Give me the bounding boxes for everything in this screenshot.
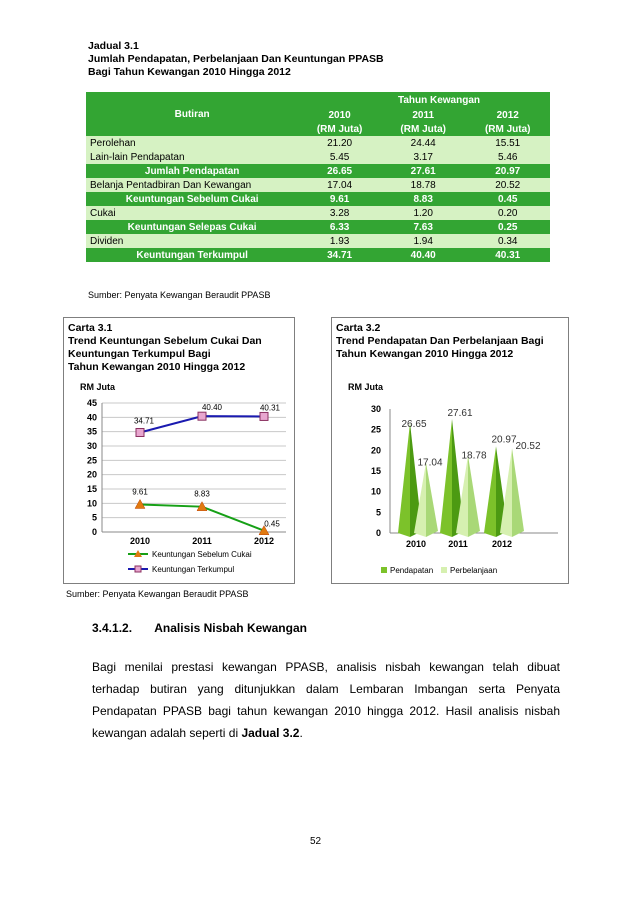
chart-title-line: Carta 3.2 bbox=[336, 322, 381, 334]
row-value: 21.20 bbox=[327, 137, 353, 149]
data-point bbox=[260, 412, 268, 420]
col-header-group: Tahun Kewangan bbox=[397, 94, 480, 106]
col-header-unit: (RM Juta) bbox=[316, 123, 363, 135]
legend-swatch bbox=[441, 567, 447, 573]
table-row bbox=[86, 136, 550, 150]
col-header-unit: (RM Juta) bbox=[484, 123, 531, 135]
y-tick-label: 20 bbox=[370, 445, 381, 456]
data-label: 40.31 bbox=[259, 403, 281, 413]
row-value: 24.44 bbox=[410, 137, 436, 149]
x-tick-label: 2010 bbox=[129, 536, 151, 546]
table-reference: Jadual 3.2 bbox=[241, 726, 300, 740]
bar-side bbox=[468, 455, 480, 537]
table-caption-line: Jumlah Pendapatan, Perbelanjaan Dan Keuntungan PPASB bbox=[88, 53, 384, 65]
legend-label: Keuntungan Terkumpul bbox=[152, 565, 235, 574]
chart-31-panel bbox=[63, 317, 295, 584]
row-value: 8.83 bbox=[413, 193, 433, 205]
chart-title-line: Keuntungan Terkumpul Bagi bbox=[68, 348, 211, 360]
data-point bbox=[136, 428, 144, 436]
y-tick-label: 20 bbox=[86, 469, 97, 480]
row-label: Lain-lain Pendapatan bbox=[90, 151, 185, 163]
col-header-unit: (RM Juta) bbox=[400, 123, 446, 135]
charts-source: Sumber: Penyata Kewangan Beraudit PPASB bbox=[66, 589, 249, 599]
row-value: 20.52 bbox=[495, 179, 521, 191]
y-tick-label: 5 bbox=[91, 512, 97, 523]
data-label: 0.45 bbox=[264, 519, 280, 529]
col-header-year: 2011 bbox=[412, 109, 435, 121]
row-value: 6.33 bbox=[329, 221, 350, 233]
row-value: 40.40 bbox=[410, 249, 436, 261]
section-heading bbox=[92, 621, 307, 635]
row-label: Keuntungan Terkumpul bbox=[136, 249, 248, 261]
row-value: 20.97 bbox=[495, 165, 521, 177]
section-number: 3.4.1.2. bbox=[92, 621, 133, 635]
data-point bbox=[198, 412, 206, 420]
y-axis-label: RM Juta bbox=[80, 382, 116, 392]
legend-label: Pendapatan bbox=[390, 566, 434, 575]
chart-title-line: Trend Keuntungan Sebelum Cukai Dan bbox=[68, 335, 262, 347]
table-row bbox=[86, 192, 550, 206]
chart-title-line: Carta 3.1 bbox=[68, 322, 113, 334]
data-label: 34.71 bbox=[133, 416, 155, 426]
x-tick-label: 2012 bbox=[253, 536, 275, 546]
y-tick-label: 0 bbox=[375, 528, 381, 538]
x-tick-label: 2011 bbox=[192, 536, 212, 546]
x-tick-label: 2010 bbox=[405, 539, 427, 549]
y-tick-label: 15 bbox=[370, 466, 381, 476]
table-caption-line: Jadual 3.1 bbox=[88, 40, 139, 52]
legend-swatch bbox=[381, 567, 387, 573]
y-tick-label: 10 bbox=[370, 486, 381, 497]
row-value: 0.45 bbox=[497, 193, 518, 205]
row-value: 17.04 bbox=[327, 179, 353, 191]
legend-label: Perbelanjaan bbox=[450, 566, 498, 575]
row-value: 5.45 bbox=[329, 151, 350, 163]
row-value: 18.78 bbox=[410, 179, 436, 191]
legend-marker bbox=[135, 566, 141, 572]
paragraph-end: . bbox=[299, 726, 303, 740]
row-value: 0.25 bbox=[497, 221, 518, 233]
row-value: 5.46 bbox=[497, 151, 518, 163]
y-tick-label: 30 bbox=[370, 404, 381, 414]
bar-side bbox=[512, 448, 524, 537]
data-label: 26.65 bbox=[401, 418, 427, 430]
y-tick-label: 10 bbox=[86, 498, 97, 509]
financial-table bbox=[86, 92, 550, 262]
x-tick-label: 2012 bbox=[491, 539, 513, 549]
table-caption-line: Bagi Tahun Kewangan 2010 Hingga 2012 bbox=[88, 66, 291, 78]
row-value: 3.17 bbox=[413, 151, 433, 163]
data-label: 20.97 bbox=[491, 434, 517, 446]
table-row bbox=[86, 220, 550, 234]
row-value: 1.93 bbox=[329, 235, 350, 247]
row-label: Dividen bbox=[90, 235, 124, 247]
data-label: 20.52 bbox=[515, 441, 541, 453]
y-axis-label: RM Juta bbox=[348, 382, 384, 392]
col-header-item: Butiran bbox=[174, 108, 210, 120]
row-value: 0.34 bbox=[497, 235, 518, 247]
col-header-year: 2010 bbox=[328, 109, 351, 121]
data-label: 8.83 bbox=[194, 489, 210, 499]
table-row bbox=[86, 206, 550, 220]
page-number: 52 bbox=[310, 836, 322, 847]
table-header-row bbox=[86, 92, 550, 108]
row-value: 40.31 bbox=[495, 249, 521, 261]
table-row bbox=[86, 248, 550, 262]
bar bbox=[398, 423, 410, 537]
col-header-year: 2012 bbox=[496, 109, 519, 121]
row-label: Jumlah Pendapatan bbox=[144, 165, 240, 177]
chart-title-line: Tahun Kewangan 2010 Hingga 2012 bbox=[336, 348, 514, 360]
chart-31-svg bbox=[64, 318, 294, 583]
body-paragraph bbox=[92, 656, 560, 744]
row-value: 3.28 bbox=[329, 207, 350, 219]
paragraph-text: Bagi menilai prestasi kewangan PPASB, analisis nisbah kewangan telah dibuat terhadap butiran yang ditunjukkan dalam Lembaran Imbangan serta Penyata Pendapatan PPASB bagi tahun kewangan 2010 hingga 2012. Hasil analisis nisbah kewangan adalah seperti di bbox=[92, 660, 560, 740]
y-tick-label: 40 bbox=[86, 412, 97, 423]
x-tick-label: 2011 bbox=[448, 539, 468, 549]
row-value: 1.20 bbox=[413, 207, 433, 219]
row-label: Cukai bbox=[90, 207, 116, 219]
row-label: Keuntungan Selepas Cukai bbox=[127, 221, 257, 233]
bar bbox=[440, 419, 452, 537]
data-label: 27.61 bbox=[447, 407, 473, 419]
table-caption bbox=[88, 40, 384, 79]
chart-title-line: Tahun Kewangan 2010 Hingga 2012 bbox=[68, 361, 246, 373]
y-tick-label: 0 bbox=[91, 527, 97, 537]
y-tick-label: 25 bbox=[370, 424, 381, 435]
data-label: 18.78 bbox=[461, 450, 487, 462]
row-label: Belanja Pentadbiran Dan Kewangan bbox=[90, 179, 252, 191]
legend-label: Keuntungan Sebelum Cukai bbox=[152, 550, 252, 559]
chart-32-panel bbox=[331, 317, 569, 584]
chart-32-svg bbox=[332, 318, 568, 583]
row-value: 1.94 bbox=[413, 235, 433, 247]
y-tick-label: 30 bbox=[86, 441, 97, 451]
row-value: 7.63 bbox=[413, 221, 433, 233]
table-body bbox=[86, 136, 550, 262]
row-value: 27.61 bbox=[410, 165, 436, 177]
table-source: Sumber: Penyata Kewangan Beraudit PPASB bbox=[88, 290, 271, 300]
row-value: 9.61 bbox=[329, 193, 350, 205]
row-value: 34.71 bbox=[327, 249, 353, 261]
row-value: 26.65 bbox=[327, 165, 353, 177]
bar-side bbox=[426, 463, 438, 537]
section-title: Analisis Nisbah Kewangan bbox=[154, 621, 307, 635]
y-tick-label: 45 bbox=[86, 398, 97, 408]
y-tick-label: 35 bbox=[86, 426, 97, 437]
table-row bbox=[86, 164, 550, 178]
data-label: 9.61 bbox=[132, 487, 148, 497]
y-tick-label: 5 bbox=[375, 507, 381, 518]
row-value: 0.20 bbox=[497, 207, 518, 219]
y-tick-label: 25 bbox=[86, 455, 97, 466]
data-label: 40.40 bbox=[201, 403, 223, 413]
data-label: 17.04 bbox=[417, 457, 443, 469]
row-value: 15.51 bbox=[495, 137, 521, 149]
row-label: Keuntungan Sebelum Cukai bbox=[125, 193, 259, 205]
chart-title-line: Trend Pendapatan Dan Perbelanjaan Bagi bbox=[336, 335, 544, 347]
table-row bbox=[86, 234, 550, 248]
table-row bbox=[86, 150, 550, 164]
row-label: Perolehan bbox=[90, 137, 136, 149]
table-row bbox=[86, 178, 550, 192]
y-tick-label: 15 bbox=[86, 484, 97, 494]
